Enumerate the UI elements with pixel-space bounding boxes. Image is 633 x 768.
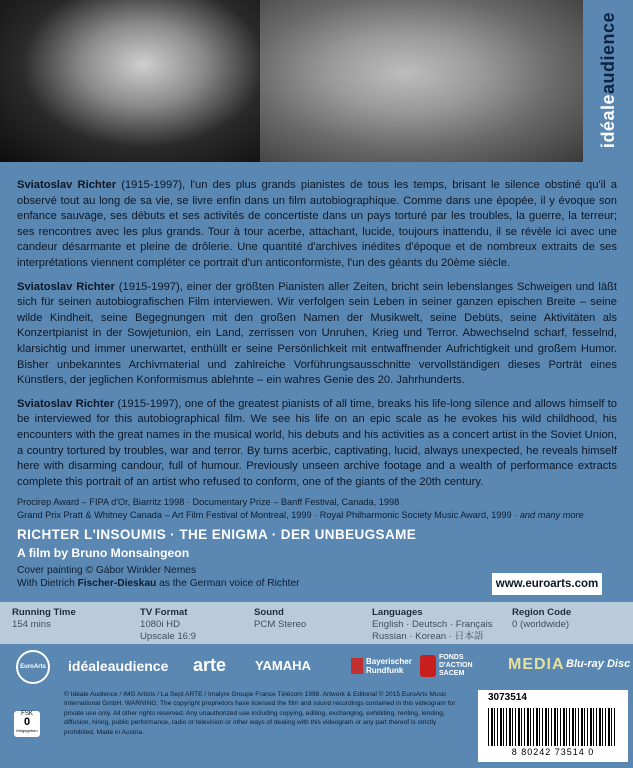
- brand-part1: idéale: [597, 93, 618, 148]
- barcode-bars: [488, 708, 616, 746]
- awards-list: [17, 496, 617, 521]
- photo-richter-young: [0, 0, 260, 162]
- barcode-number: 8 80242 73514 0: [511, 747, 595, 757]
- spec-sound: [254, 607, 306, 631]
- voice-credit-post: as the German voice of Richter: [156, 578, 300, 590]
- spec-label: Sound: [254, 607, 284, 618]
- cover-credit: Cover painting © Gábor Winkler Nemes: [17, 565, 197, 576]
- voice-credit-name: Fischer-Dieskau: [77, 578, 157, 590]
- catalog-number: 3073514: [488, 692, 527, 703]
- spec-region-code: [512, 607, 571, 631]
- spec-value: 154 mins: [12, 619, 51, 630]
- artist-name: Sviatoslav Richter: [17, 179, 117, 191]
- spec-value: Upscale 16:9: [140, 631, 196, 642]
- credits: [17, 564, 300, 591]
- spec-label: TV Format: [140, 607, 188, 618]
- awards-text: Grand Prix Pratt & Whitney Canada – Art Film Festival of Montreal, 1999 · Royal Philharmonic Society Music Award, 1999 ·: [17, 509, 520, 520]
- arte-logo: arte: [193, 655, 227, 675]
- voice-credit-pre: With Dietrich: [17, 578, 78, 590]
- spec-value: 1080i HD: [140, 619, 180, 630]
- description-english: [17, 397, 617, 491]
- description-text: (1915-1997), einer der größten Pianisten aller Zeiten, bricht sein lebenslanges Schweigen und läßt sich für seinen autobiografischen Film interviewen. Wir verfolgen sein Leben in seiner ganzen epischen Breite – seine wilde Kindheit, seine Begegnungen mit den großen Namen der Musikwelt, seine Debüts, seine Aktivitäten als Konzertpianist in der Sowjetunion, ein Land, zerrissen von Unruhen, Krieg und Terror. Abwechselnd scharf, fesselnd, klarsichtig und immer unerwartet, enthüllt er seine Persönlichkeit mit entwaffnender Aufrichtigkeit und großem Humor. Bisher unbekanntes Archivmaterial und zahlreiche Vorführungsausschnitte vervollständigen dieses Porträt eines Künstlers, der jeglichen Konformismus ablehnte – ein wahres Genie des 20. Jahrhunderts.: [17, 280, 617, 387]
- spec-value: 0 (worldwide): [512, 619, 570, 630]
- br-text: Bayerischer Rundfunk: [366, 657, 412, 675]
- euroarts-logo: EuroArts: [16, 650, 50, 684]
- awards-line: [17, 509, 617, 522]
- spec-label: Languages: [372, 607, 423, 618]
- description-text: (1915-1997), one of the greatest pianists of all time, breaks his life-long silence and allows himself to be interviewed for this autobiographical film. We see his life on an epic scale as he evokes his wild childhood, his encounters with the great names in the musical world, his debuts and his activities as a concert artist in the Soviet Union, a country tortured by troubles, war and terror. By turns acerbic, captivating, lucid, always unexpected, he reveals himself here with disarming candour, full of humour. Previously unseen archive footage and a wealth of performance extracts complete this portrait of an artist who refused to conform, one of the giants of the 20th century.: [17, 397, 617, 488]
- awards-line: Procirep Award – FIPA d'Or, Biarritz 1998 · Documentary Prize – Banff Festival, Canada, 1998: [17, 497, 400, 508]
- spec-languages: [372, 607, 493, 643]
- bayerischer-rundfunk-logo: [351, 657, 418, 675]
- sacem-mark-icon: [420, 655, 436, 677]
- bluray-logo: Blu-ray Disc: [566, 658, 631, 670]
- spec-label: Region Code: [512, 607, 572, 618]
- description-text: (1915-1997), l'un des plus grands pianistes de tous les temps, brisant le silence obstiné qu'il a observé tout au long de sa vie, se livre enfin dans un film autobiographique. Comme dans une épopée, il y évoque son enfance sauvage, ses débuts et ses activités de concertiste dans un pays torturé par les troubles, la guerre, la terreur; ses rencontres avec les plus grands. Tour à tour acerbe, attachant, lucide, toujours inattendu, il se révèle ici avec une candeur désarmante et pleine de drôlerie. Une quantité d'archives inédites d'époque et de nombreux extraits de ses interprétations viennent compléter ce portrait d'un anticonformiste, l'un des géants du 20ème siècle.: [17, 179, 617, 269]
- spec-value: English · Deutsch · Français: [372, 619, 493, 630]
- fsk-label: FSK: [21, 711, 33, 717]
- photo-richter-portrait: [260, 0, 583, 162]
- specs-bar: [0, 602, 633, 644]
- spec-running-time: [12, 607, 76, 631]
- br-mark-icon: [351, 658, 363, 674]
- artist-name: Sviatoslav Richter: [17, 280, 115, 293]
- barcode: [478, 690, 628, 762]
- description-french: [17, 178, 617, 272]
- sacem-logo: [420, 654, 479, 678]
- description-german: [17, 280, 617, 389]
- brand-strip: [583, 0, 633, 162]
- voice-credit: [17, 577, 300, 590]
- website-link[interactable]: www.euroarts.com: [492, 573, 602, 595]
- legal-notice: © Idéale Audience / IMG Artists / La Sept ARTE / Imalyre Groupe France Télécom 1998. Artwork & Editorial © 2015 EuroArts Music International GmbH. WARNING: The copyright proprietors have licensed the film and sound recordings contained in this videogram for private use only. All other rights reserved. Any unauthorized use including copying, editing, exchanging, exhibiting, renting, lending, diffusion, hiring, public performance, radio or television or other ways of dealing with this videogram or any part thereof is strictly prohibited. Made in Austria.: [64, 691, 456, 736]
- artist-name: Sviatoslav Richter: [17, 397, 115, 410]
- awards-more: and many more: [519, 509, 584, 520]
- spec-value: Russian · Korean · 日本語: [372, 631, 484, 642]
- fsk-number: 0: [23, 716, 31, 728]
- spec-tv-format: [140, 607, 196, 643]
- brand-logo-vertical: [598, 12, 619, 148]
- sacem-text: FONDS D'ACTION SACEM: [439, 654, 473, 677]
- spec-label: Running Time: [12, 607, 76, 618]
- cover-photos: [0, 0, 583, 162]
- film-director: A film by Bruno Monsaingeon: [17, 546, 190, 560]
- description-block: [17, 178, 617, 521]
- fsk-rating-badge: [14, 711, 40, 737]
- media-logo: MEDIA: [508, 656, 565, 673]
- yamaha-logo: YAMAHA: [255, 658, 311, 673]
- film-title: RICHTER L'INSOUMIS · THE ENIGMA · DER UNBEUGSAME: [17, 527, 417, 542]
- fsk-sub: freigegeben: [16, 728, 38, 733]
- spec-value: PCM Stereo: [254, 619, 307, 630]
- ideale-audience-logo: idéaleaudience: [68, 658, 169, 674]
- brand-part2: audience: [597, 11, 618, 94]
